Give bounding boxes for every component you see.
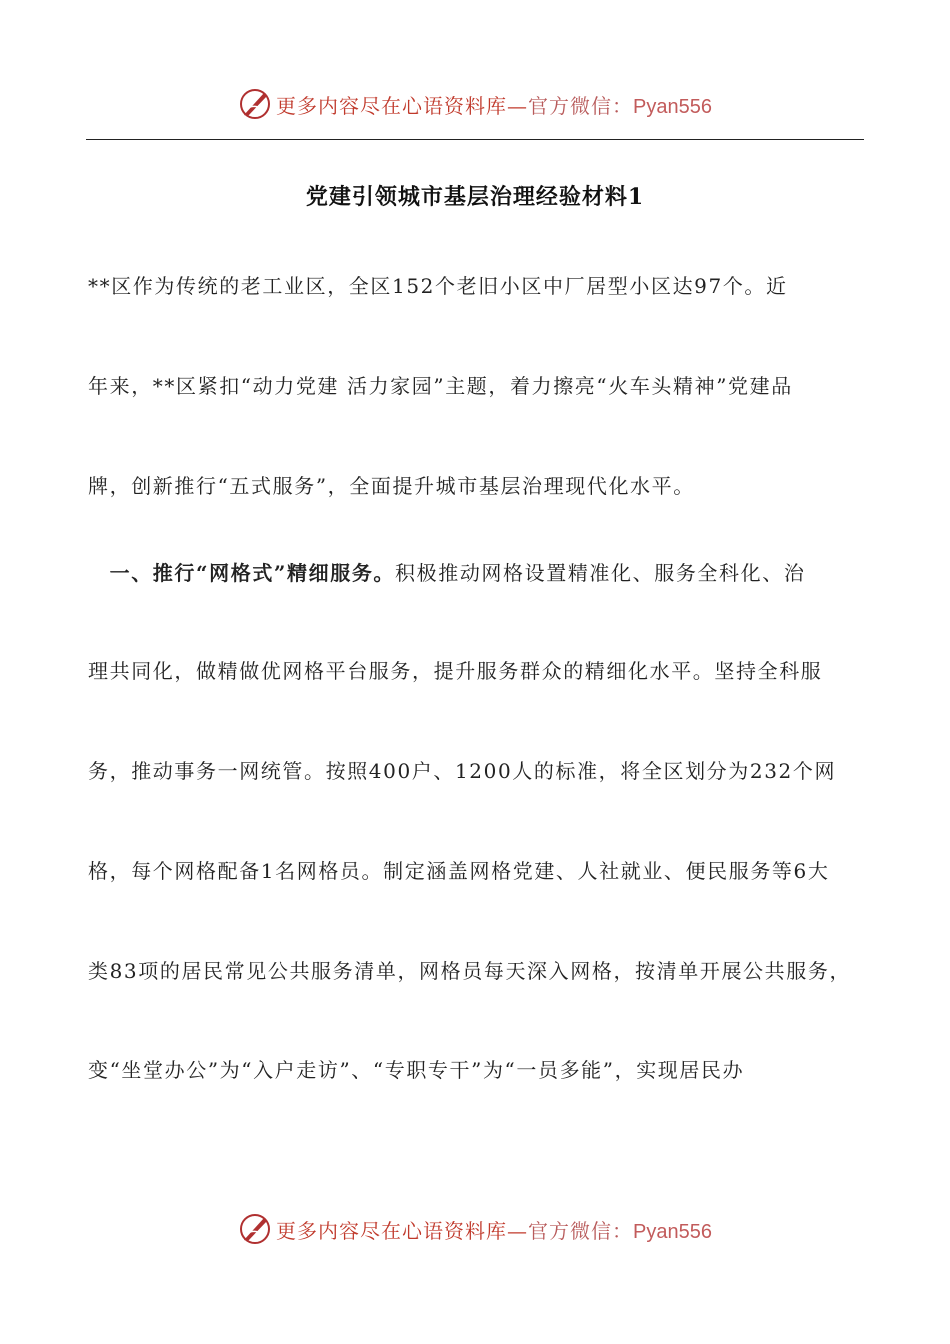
paragraph-line-3: 牌，创新推行“五式服务”，全面提升城市基层治理现代化水平。 (88, 474, 695, 498)
section1-line-4: 格，每个网格配备1名网格员。制定涵盖网格党建、人社就业、便民服务等6大 (88, 859, 830, 883)
header-divider (86, 139, 864, 140)
header-banner (0, 84, 950, 124)
section1-heading: 一、推行“网格式”精细服务。 (109, 561, 396, 585)
section1-line-2: 理共同化，做精做优网格平台服务，提升服务群众的精细化水平。坚持全科服 (88, 659, 823, 683)
paragraph-line-1: **区作为传统的老工业区，全区152个老旧小区中厂居型小区达97个。近 (88, 274, 788, 298)
quill-logo-icon (238, 87, 272, 121)
footer-banner-text (276, 1215, 712, 1244)
header-banner-text (276, 90, 712, 119)
section1-line-3: 务，推动事务一网统管。按照400户、1200人的标准，将全区划分为232个网 (88, 759, 837, 783)
footer-banner (0, 1209, 950, 1249)
document-title: 党建引领城市基层治理经验材料1 (305, 184, 645, 210)
section1-line-1-text: 积极推动网格设置精准化、服务全科化、治 (395, 561, 806, 585)
paragraph-line-2: 年来，**区紧扣“动力党建 活力家园”主题，着力擦亮“火车头精神”党建品 (88, 374, 793, 398)
section1-line-6: 变“坐堂办公”为“入户走访”、“专职专干”为“一员多能”，实现居民办 (88, 1058, 745, 1082)
footer-banner-id: Pyan556 (633, 1220, 712, 1243)
footer-banner-wx: 官方微信： (528, 1218, 634, 1243)
header-banner-wx: 官方微信： (528, 93, 634, 118)
header-banner-id: Pyan556 (633, 95, 712, 118)
quill-logo-icon (238, 1212, 272, 1246)
section1-line-1 (88, 559, 864, 587)
footer-banner-main: 更多内容尽在心语资料库— (276, 1218, 529, 1243)
header-banner-main: 更多内容尽在心语资料库— (276, 93, 529, 118)
section1-line-5: 类83项的居民常见公共服务清单，网格员每天深入网格，按清单开展公共服务， (88, 959, 852, 983)
